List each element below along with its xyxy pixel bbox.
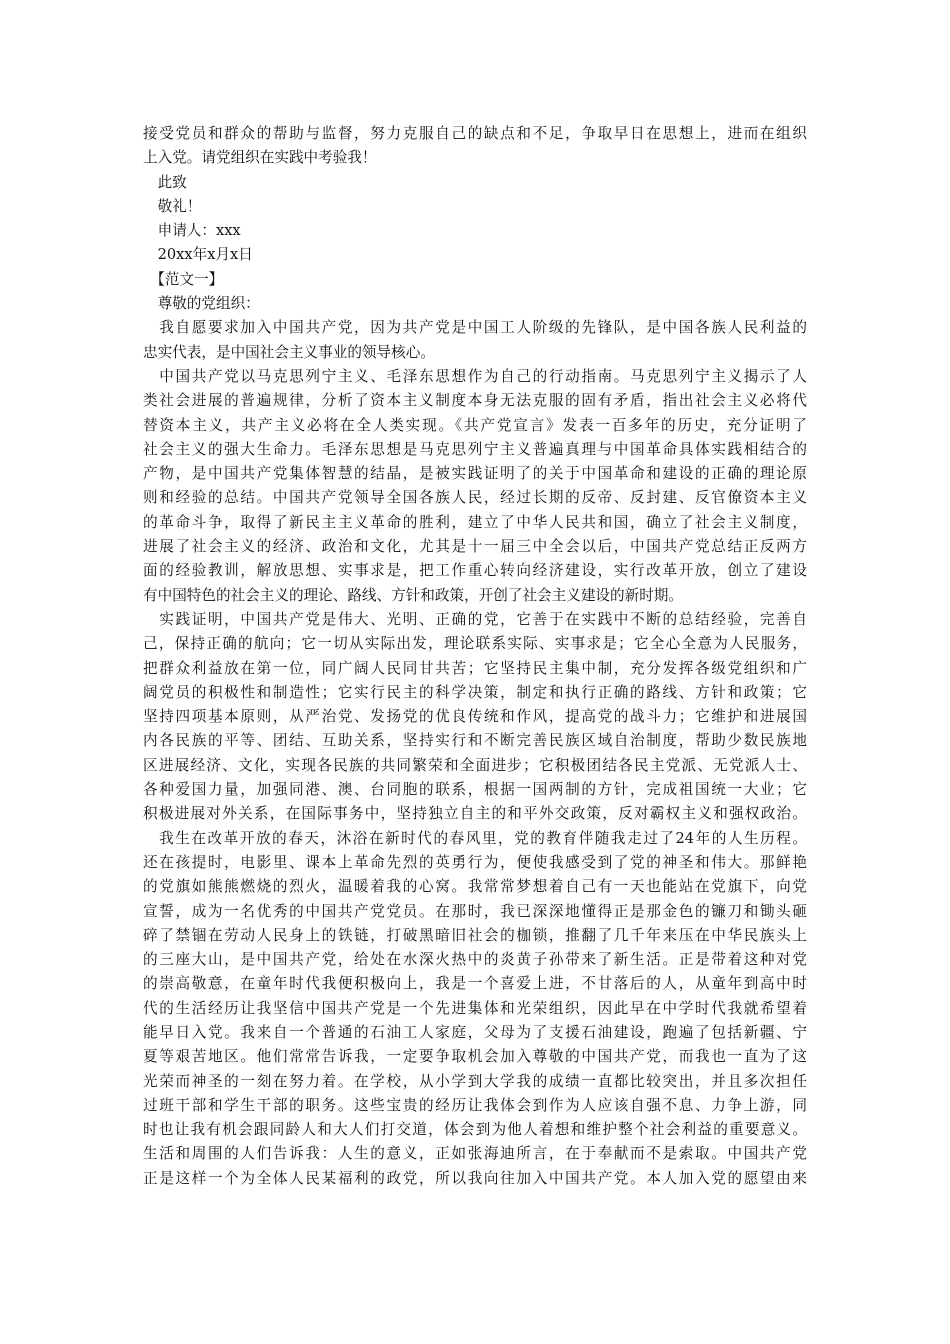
text-line: 各种爱国力量，加强同港、澳、台同胞的联系，根据一国两制的方针，完成祖国统一大业；它 <box>143 781 807 799</box>
text-line: 替资本主义，共产主义必将在全人类实现。《共产党宣言》发表一百多年的历史，充分证明了 <box>143 416 807 434</box>
text-line: 阔党员的积极性和制造性；它实行民主的科学决策，制定和执行正确的路线、方针和政策；它 <box>143 683 807 701</box>
salutation-line: 此致 <box>143 173 187 191</box>
text-line: 把群众利益放在第一位，同广阔人民同甘共苦；它坚持民主集中制，充分发挥各级党组织和广 <box>143 659 807 677</box>
document-page <box>143 122 807 1191</box>
text-line: 的革命斗争，取得了新民主主义革命的胜利，建立了中华人民共和国，确立了社会主义制度， <box>143 513 807 531</box>
text-line: 我自愿要求加入中国共产党，因为共产党是中国工人阶级的先锋队，是中国各族人民利益的 <box>143 319 807 337</box>
text-line: 则和经验的总结。中国共产党领导全国各族人民，经过长期的反帝、反封建、反官僚资本主义 <box>143 489 807 507</box>
text-line: 的崇高敬意，在童年时代我便积极向上，我是一个喜爱上进，不甘落后的人，从童年到高中时 <box>143 975 807 993</box>
text-line: 碎了禁锢在劳动人民身上的铁链，打破黑暗旧社会的枷锁，推翻了几千年来压在中华民族头上 <box>143 926 807 944</box>
text-line: 时也让我有机会跟同龄人和大人们打交道，体会到为他人着想和维护整个社会利益的重要意义。 <box>143 1121 807 1139</box>
text-line: 中国共产党以马克思列宁主义、毛泽东思想作为自己的行动指南。马克思列宁主义揭示了人 <box>143 367 807 385</box>
text-line: 类社会进展的普遍规律，分析了资本主义制度本身无法克服的固有矛盾，指出社会主义必将代 <box>143 392 807 410</box>
text-line: 坚持四项基本原则，从严治党、发扬党的优良传统和作风，提高党的战斗力；它维护和进展国 <box>143 708 807 726</box>
text-line: 面的经验教训，解放思想、实事求是，把工作重心转向经济建设，实行改革开放，创立了建设 <box>143 562 807 580</box>
text-line: 过班干部和学生干部的职务。这些宝贵的经历让我体会到作为人应该自强不息、力争上游，同 <box>143 1096 807 1114</box>
text-line: 能早日入党。我来自一个普通的石油工人家庭，父母为了支援石油建设，跑遍了包括新疆、宁 <box>143 1023 807 1041</box>
text-line: 夏等艰苦地区。他们常常告诉我，一定要争取机会加入尊敬的中国共产党，而我也一直为了这 <box>143 1048 807 1066</box>
text-line: 的三座大山，是中国共产党，给处在水深火热中的炎黄子孙带来了新生活。正是带着这种对党 <box>143 951 807 969</box>
text-line: 宣誓，成为一名优秀的中国共产党党员。在那时，我已深深地懂得正是那金色的镰刀和锄头砸 <box>143 902 807 920</box>
text-line: 正是这样一个为全体人民某福利的政党，所以我向往加入中国共产党。本人加入党的愿望由来 <box>143 1169 807 1187</box>
section-heading: 【范文一】 <box>143 270 224 288</box>
text-line: 社会主义的强大生命力。毛泽东思想是马克思列宁主义普遍真理与中国革命具体实践相结合的 <box>143 440 807 458</box>
text-line: 实践证明，中国共产党是伟大、光明、正确的党，它善于在实践中不断的总结经验，完善自 <box>143 610 807 628</box>
greeting-line: 尊敬的党组织： <box>143 295 260 313</box>
text-line: 我生在改革开放的春天，沐浴在新时代的春风里，党的教育伴随我走过了24年的人生历程。 <box>143 829 807 847</box>
date-line: 20xx年x月x日 <box>143 246 253 264</box>
text-line: 接受党员和群众的帮助与监督，努力克服自己的缺点和不足，争取早日在思想上，进而在组织 <box>143 125 807 142</box>
text-line: 己，保持正确的航向；它一切从实际出发，理论联系实际、实事求是；它全心全意为人民服务， <box>143 635 807 653</box>
text-line: 的党旗如熊熊燃烧的烈火，温暖着我的心窝。我常常梦想着自己有一天也能站在党旗下，向党 <box>143 878 807 896</box>
text-line: 区进展经济、文化，实现各民族的共同繁荣和全面进步；它积极团结各民主党派、无党派人士、 <box>143 756 807 774</box>
applicant-line: 申请人：xxx <box>143 222 241 240</box>
text-line: 生活和周围的人们告诉我：人生的意义，正如张海迪所言，在于奉献而不是索取。中国共产党 <box>143 1145 807 1163</box>
text-line: 进展了社会主义的经济、政治和文化，尤其是十一届三中全会以后，中国共产党总结正反两方 <box>143 538 807 556</box>
text-line: 光荣而神圣的一刻在努力着。在学校，从小学到大学我的成绩一直都比较突出，并且多次担任 <box>143 1072 807 1090</box>
text-line: 内各民族的平等、团结、互助关系，坚持实行和不断完善民族区域自治制度，帮助少数民族地 <box>143 732 807 750</box>
salutation-line: 敬礼！ <box>143 197 202 215</box>
text-line: 积极进展对外关系，在国际事务中，坚持独立自主的和平外交政策，反对霸权主义和强权政治。 <box>143 805 807 823</box>
text-line: 忠实代表，是中国社会主义事业的领导核心。 <box>143 343 435 361</box>
text-line: 有中国特色的社会主义的理论、路线、方针和政策，开创了社会主义建设的新时期。 <box>143 586 683 604</box>
text-line: 还在孩提时，电影里、课本上革命先烈的英勇行为，便使我感受到了党的神圣和伟大。那鲜艳 <box>143 853 807 871</box>
text-line: 上入党。请党组织在实践中考验我！ <box>143 149 377 167</box>
text-line: 产物，是中国共产党集体智慧的结晶，是被实践证明了的关于中国革命和建设的正确的理论原 <box>143 465 807 483</box>
text-line: 代的生活经历让我坚信中国共产党是一个先进集体和光荣组织，因此早在中学时代我就希望着 <box>143 999 807 1017</box>
